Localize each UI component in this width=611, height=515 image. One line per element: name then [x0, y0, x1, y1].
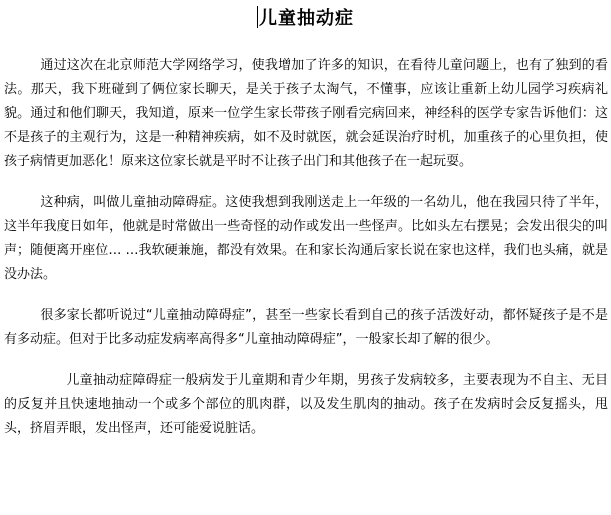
paragraph-3: 很多家长都听说过“儿童抽动障碍症”，甚至一些家长看到自己的孩子活泼好动，都怀疑孩子是不是有多动症。但对于比多动症发病率高得多“儿童抽动障碍症”，一般家长却了解的很少。 [4, 308, 608, 347]
title-row [0, 6, 611, 31]
text-cursor [257, 6, 258, 28]
document-title: 儿童抽动症 [259, 8, 354, 29]
paragraph-4: 儿童抽动症障碍症一般病发于儿童期和青少年期，男孩子发病较多，主要表现为不自主、无目的反复并且快速地抽动一个或多个部位的肌肉群，以及发生肌肉的抽动。孩子在发病时会反复摇头，甩头，挤眉弄眼，发出怪声，还可能爱说脏话。 [4, 373, 608, 436]
document-body [4, 54, 608, 441]
paragraph-1: 通过这次在北京师范大学网络学习，使我增加了许多的知识，在看待儿童问题上，也有了独到的看法。那天，我下班碰到了俩位家长聊天，是关于孩子太淘气，不懂事，应该让重新上幼儿园学习疾病礼貌。通过和他们聊天，我知道，原来一位学生家长带孩子刚看完病回来，神经科的医学专家告诉他们：这不是孩子的主观行为，这是一种精神疾病，如不及时就医，就会延误治疗时机，加重孩子的心里负担，使孩子病情更加恶化！原来这位家长就是平时不让孩子出门和其他孩子在一起玩耍。 [4, 58, 608, 169]
paragraph-2: 这种病，叫做儿童抽动障碍症。这使我想到我刚送走上一年级的一名幼儿，他在我园只待了半年，这半年我度日如年，他就是时常做出一些奇怪的动作或发出一些怪声。比如头左右摆晃；会发出很尖的叫声；随便离开座位… …我软硬兼施，都没有效果。在和家长沟通后家长说在家也这样，我们也头痛，就是没办法。 [4, 195, 608, 282]
